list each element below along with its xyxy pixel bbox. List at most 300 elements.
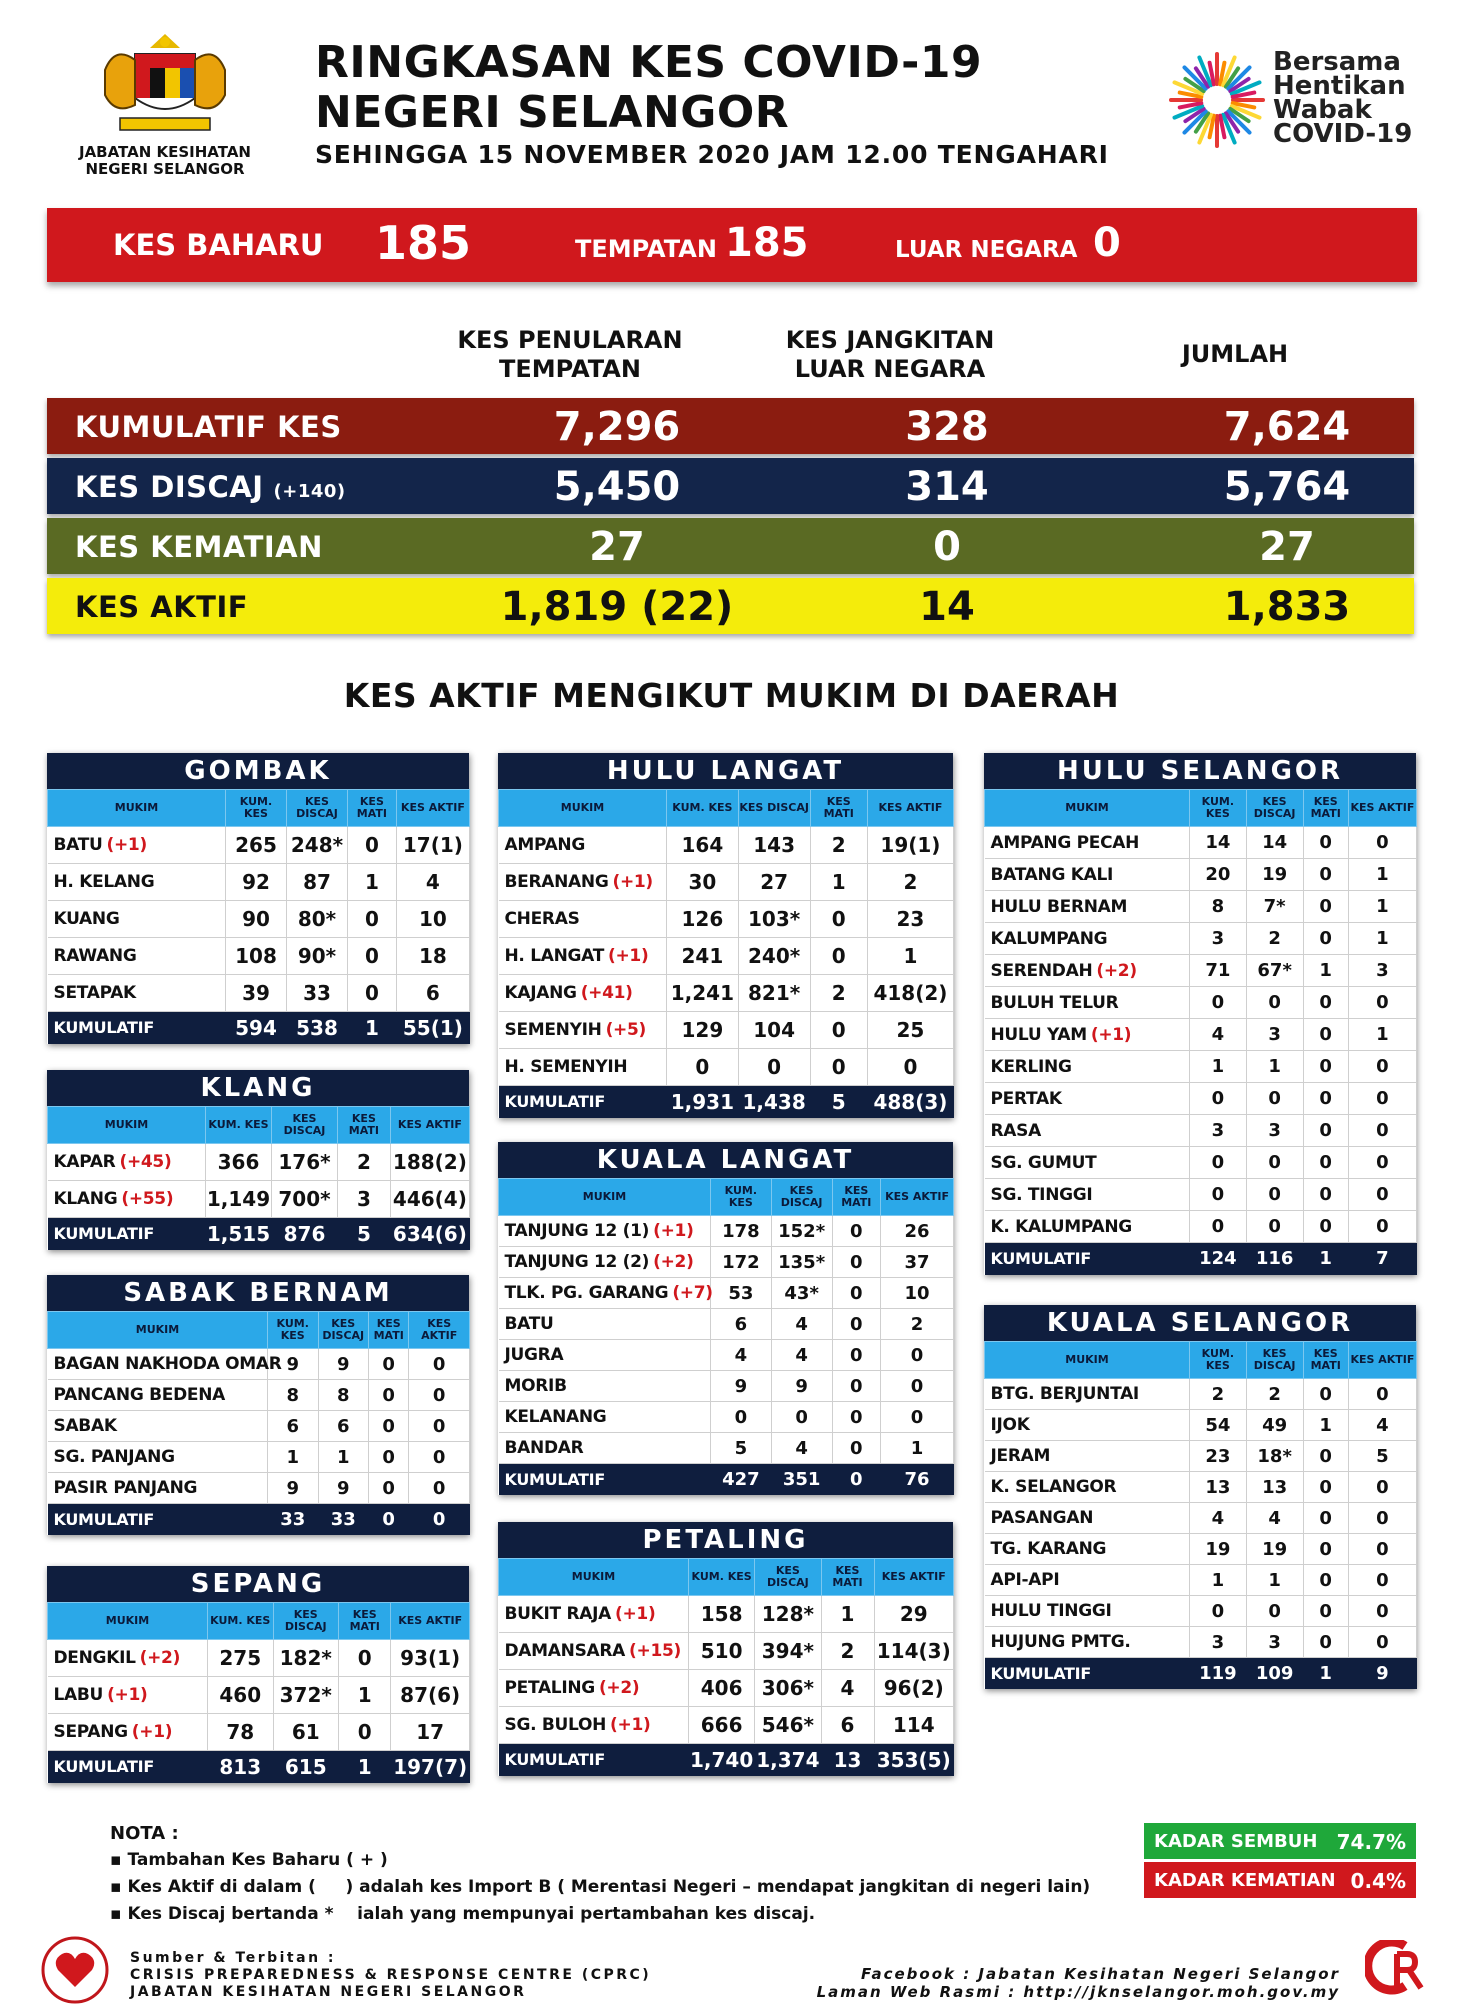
mukim-cell xyxy=(48,864,226,901)
column-header: KES MATI xyxy=(1303,790,1348,827)
col-head-jumlah: JUMLAH xyxy=(1181,340,1289,368)
column-header: KUM. KES xyxy=(1190,1342,1247,1379)
mukim-cell xyxy=(48,1218,206,1250)
column-header: KES MATI xyxy=(810,790,867,827)
district-title: SABAK BERNAM xyxy=(47,1275,469,1311)
mati-cell: 0 xyxy=(369,1473,409,1504)
discaj-cell: 13 xyxy=(1246,1472,1303,1503)
kum-cell: 30 xyxy=(667,864,739,901)
mati-cell: 0 xyxy=(1303,1147,1348,1179)
mukim-name: LABU xyxy=(53,1685,104,1705)
mati-cell: 0 xyxy=(832,1340,881,1371)
discaj-cell: 90* xyxy=(287,938,348,975)
mukim-cell xyxy=(985,1115,1190,1147)
kum-cell: 0 xyxy=(1190,987,1247,1019)
column-header: KES AKTIF xyxy=(874,1559,954,1596)
mukim-cell xyxy=(48,1380,268,1411)
table-row xyxy=(985,1627,1417,1658)
table-row xyxy=(499,1433,954,1464)
mati-cell: 0 xyxy=(832,1402,881,1433)
discaj-cell: 821* xyxy=(738,975,810,1012)
kum-cell: 366 xyxy=(206,1144,272,1181)
aktif-cell: 7 xyxy=(1348,1243,1416,1275)
discaj-cell: 351 xyxy=(771,1464,832,1495)
column-header: MUKIM xyxy=(499,790,667,827)
page-title xyxy=(315,38,982,138)
mukim-name: K. KALUMPANG xyxy=(990,1216,1132,1237)
aktif-cell: 0 xyxy=(1348,1115,1416,1147)
kum-cell: 3 xyxy=(1190,1115,1247,1147)
mati-cell: 0 xyxy=(1303,1565,1348,1596)
column-header: KUM. KES xyxy=(711,1179,772,1216)
table-row xyxy=(985,1051,1417,1083)
mati-cell: 1 xyxy=(348,864,397,901)
kum-cell: 1 xyxy=(1190,1565,1247,1596)
aktif-cell: 446(4) xyxy=(390,1181,469,1218)
mati-cell: 5 xyxy=(338,1218,391,1250)
campaign-text xyxy=(1273,47,1413,149)
discaj-cell: 306* xyxy=(755,1670,821,1707)
kum-cell: 1,740 xyxy=(689,1744,755,1776)
mukim-cell xyxy=(48,1012,226,1044)
aktif-cell: 418(2) xyxy=(867,975,953,1012)
note-item xyxy=(110,1874,1090,1901)
mati-cell: 0 xyxy=(1303,1019,1348,1051)
kum-cell: 2 xyxy=(1190,1379,1247,1410)
kum-cell: 8 xyxy=(1190,891,1247,923)
mukim-cell xyxy=(48,975,226,1012)
discaj-cell: 49 xyxy=(1246,1410,1303,1441)
mukim-cell xyxy=(48,1751,208,1783)
district-title: PETALING xyxy=(498,1522,953,1558)
column-header: KES MATI xyxy=(821,1559,874,1596)
mati-cell: 1 xyxy=(1303,1243,1348,1275)
kum-cell: 14 xyxy=(1190,827,1247,859)
kum-cell: 0 xyxy=(1190,1147,1247,1179)
mati-cell: 3 xyxy=(338,1181,391,1218)
mukim-cell xyxy=(48,938,226,975)
cprc-logo xyxy=(1365,1940,1431,2006)
district-panel-sabak xyxy=(47,1275,469,1535)
discaj-cell: 9 xyxy=(318,1349,369,1380)
mukim-cell xyxy=(499,1433,711,1464)
mukim-name: KUMULATIF xyxy=(53,1018,154,1037)
table-row xyxy=(985,827,1417,859)
column-header: KUM. KES xyxy=(206,1107,272,1144)
table-row xyxy=(985,955,1417,987)
kum-cell: 666 xyxy=(689,1707,755,1744)
discaj-cell: 0 xyxy=(1246,987,1303,1019)
discaj-cell: 615 xyxy=(273,1751,339,1783)
mukim-name: KUMULATIF xyxy=(53,1224,154,1243)
table-row xyxy=(499,1247,954,1278)
discaj-cell: 176* xyxy=(272,1144,338,1181)
mukim-name: KERLING xyxy=(990,1056,1072,1077)
aktif-cell: 0 xyxy=(1348,1179,1416,1211)
kum-cell: 5 xyxy=(711,1433,772,1464)
heart-seal-icon xyxy=(40,1935,110,2005)
mukim-cell xyxy=(985,1441,1190,1472)
mukim-name: BATU xyxy=(504,1314,554,1334)
discaj-cell: 876 xyxy=(272,1218,338,1250)
district-panel-gombak xyxy=(47,753,469,1044)
table-row xyxy=(985,1410,1417,1441)
summary-label-extra: (+140) xyxy=(273,481,346,502)
discaj-cell: 3 xyxy=(1246,1019,1303,1051)
kum-cell: 178 xyxy=(711,1216,772,1247)
mati-cell: 5 xyxy=(810,1086,867,1118)
discaj-cell: 182* xyxy=(273,1640,339,1677)
mukim-name: SG. TINGGI xyxy=(990,1184,1093,1205)
new-cases-increment: (+1) xyxy=(615,1604,656,1624)
mati-cell: 0 xyxy=(810,1012,867,1049)
mukim-cell xyxy=(499,1086,667,1118)
table-row xyxy=(499,1012,954,1049)
district-title: HULU LANGAT xyxy=(498,753,953,789)
kum-cell: 1,931 xyxy=(667,1086,739,1118)
aktif-cell: 96(2) xyxy=(874,1670,954,1707)
column-header: KES DISCAJ xyxy=(287,790,348,827)
district-table xyxy=(47,789,470,1044)
mukim-name: SERENDAH xyxy=(990,960,1093,981)
mukim-name: TANJUNG 12 (1) xyxy=(504,1221,650,1241)
table-row xyxy=(985,859,1417,891)
discaj-cell: 1,438 xyxy=(738,1086,810,1118)
title-line-2: NEGERI SELANGOR xyxy=(315,87,790,138)
aktif-cell: 353(5) xyxy=(874,1744,954,1776)
aktif-cell: 0 xyxy=(1348,1211,1416,1243)
mukim-cell xyxy=(499,1670,689,1707)
district-table xyxy=(984,1341,1417,1689)
cumulative-row xyxy=(48,1504,470,1535)
summary-label-text: KES DISCAJ xyxy=(75,470,264,504)
kum-cell: 172 xyxy=(711,1247,772,1278)
district-panel-sepang xyxy=(47,1566,469,1783)
mati-cell: 0 xyxy=(1303,1472,1348,1503)
kum-cell: 241 xyxy=(667,938,739,975)
note-text: Kes Aktif di dalam ( ) adalah kes Import B ( Merentasi Negeri – mendapat jangkitan di negeri lain) xyxy=(127,1877,1091,1897)
page-subtitle: SEHINGGA 15 NOVEMBER 2020 JAM 12.00 TENGAHARI xyxy=(315,140,1109,169)
mukim-name: JUGRA xyxy=(504,1345,564,1365)
summary-label-text: KES AKTIF xyxy=(75,590,249,624)
cumulative-row xyxy=(48,1751,470,1783)
kum-cell: 4 xyxy=(1190,1019,1247,1051)
notes-title: NOTA : xyxy=(110,1823,179,1844)
discaj-cell: 9 xyxy=(771,1371,832,1402)
mukim-name: TG. KARANG xyxy=(990,1539,1107,1559)
mukim-cell xyxy=(48,1411,268,1442)
mukim-name: BTG. BERJUNTAI xyxy=(990,1384,1139,1404)
kum-cell: 108 xyxy=(226,938,287,975)
discaj-cell: 248* xyxy=(287,827,348,864)
cumulative-row xyxy=(985,1243,1417,1275)
mukim-name: HUJUNG PMTG. xyxy=(990,1632,1131,1652)
table-row xyxy=(48,1442,470,1473)
mukim-name: KLANG xyxy=(53,1189,118,1209)
mati-cell: 0 xyxy=(348,827,397,864)
table-row xyxy=(499,1707,954,1744)
discaj-cell: 372* xyxy=(273,1677,339,1714)
mukim-name: KUMULATIF xyxy=(53,1509,154,1529)
mukim-cell xyxy=(48,1714,208,1751)
column-header: KES AKTIF xyxy=(396,790,469,827)
aktif-cell: 0 xyxy=(1348,987,1416,1019)
mukim-cell xyxy=(499,1216,711,1247)
luar-negara-value: 0 xyxy=(1093,220,1121,266)
mukim-cell xyxy=(985,1379,1190,1410)
mukim-name: SEPANG xyxy=(53,1722,128,1742)
mukim-name: IJOK xyxy=(990,1415,1030,1435)
kum-cell: 265 xyxy=(226,827,287,864)
kum-cell: 90 xyxy=(226,901,287,938)
summary-value: 7,296 xyxy=(553,404,681,450)
mukim-cell xyxy=(48,1640,208,1677)
cumulative-row xyxy=(985,1658,1417,1689)
district-title: GOMBAK xyxy=(47,753,469,789)
summary-value: 0 xyxy=(933,524,961,570)
kum-cell: 13 xyxy=(1190,1472,1247,1503)
discaj-cell: 135* xyxy=(771,1247,832,1278)
table-row xyxy=(985,1179,1417,1211)
column-header: KES MATI xyxy=(832,1179,881,1216)
kum-cell: 0 xyxy=(1190,1211,1247,1243)
mati-cell: 0 xyxy=(369,1349,409,1380)
mati-cell: 0 xyxy=(1303,1534,1348,1565)
discaj-cell: 33 xyxy=(318,1504,369,1535)
discaj-cell: 0 xyxy=(1246,1211,1303,1243)
mukim-name: TANJUNG 12 (2) xyxy=(504,1252,650,1272)
mukim-name: PANCANG BEDENA xyxy=(53,1385,225,1405)
district-title: KUALA LANGAT xyxy=(498,1142,953,1178)
column-header: MUKIM xyxy=(48,1107,206,1144)
mati-cell: 0 xyxy=(1303,859,1348,891)
new-cases-increment: (+5) xyxy=(605,1020,646,1040)
mukim-cell xyxy=(985,859,1190,891)
discaj-cell: 67* xyxy=(1246,955,1303,987)
discaj-cell: 1 xyxy=(1246,1051,1303,1083)
aktif-cell: 0 xyxy=(881,1371,954,1402)
mukim-cell xyxy=(48,1349,282,1380)
aktif-cell: 114 xyxy=(874,1707,954,1744)
mati-cell: 0 xyxy=(832,1247,881,1278)
mukim-cell xyxy=(985,1051,1190,1083)
mukim-name: KUMULATIF xyxy=(990,1249,1091,1268)
discaj-cell: 3 xyxy=(1246,1627,1303,1658)
kes-baharu-value: 185 xyxy=(375,216,472,270)
col-head-luar: KES JANGKITAN LUAR NEGARA xyxy=(785,326,995,383)
discaj-cell: 18* xyxy=(1246,1441,1303,1472)
aktif-cell: 0 xyxy=(1348,1379,1416,1410)
aktif-cell: 0 xyxy=(409,1473,470,1504)
discaj-cell: 2 xyxy=(1246,1379,1303,1410)
mukim-cell xyxy=(48,827,226,864)
mati-cell: 0 xyxy=(1303,1179,1348,1211)
new-cases-increment: (+15) xyxy=(629,1641,681,1661)
discaj-cell: 103* xyxy=(738,901,810,938)
mati-cell: 0 xyxy=(1303,987,1348,1019)
discaj-cell: 116 xyxy=(1246,1243,1303,1275)
mukim-name: KUMULATIF xyxy=(504,1750,605,1769)
aktif-cell: 10 xyxy=(396,901,469,938)
mati-cell: 0 xyxy=(348,975,397,1012)
mukim-name: TLK. PG. GARANG xyxy=(504,1283,669,1303)
kum-cell: 33 xyxy=(268,1504,319,1535)
column-header: MUKIM xyxy=(985,1342,1190,1379)
contact-block xyxy=(810,1965,1340,2001)
mukim-cell xyxy=(985,1179,1190,1211)
district-panel-petaling xyxy=(498,1522,953,1776)
mukim-cell xyxy=(48,1442,268,1473)
mati-cell: 1 xyxy=(1303,955,1348,987)
table-row xyxy=(499,1216,954,1247)
column-header: KUM. KES xyxy=(226,790,287,827)
mukim-cell xyxy=(985,923,1190,955)
district-table xyxy=(47,1311,470,1535)
column-header: KES AKTIF xyxy=(867,790,953,827)
website-link[interactable]: Laman Web Rasmi : http://jknselangor.moh.gov.my xyxy=(816,1983,1340,2001)
mukim-name: SG. BULOH xyxy=(504,1715,607,1735)
aktif-cell: 0 xyxy=(1348,827,1416,859)
table-row xyxy=(48,1714,470,1751)
mukim-name: RAWANG xyxy=(53,946,137,966)
mati-cell: 0 xyxy=(1303,1379,1348,1410)
district-title: SEPANG xyxy=(47,1566,469,1602)
aktif-cell: 0 xyxy=(1348,1565,1416,1596)
new-cases-increment: (+1) xyxy=(653,1221,694,1241)
summary-value: 1,819 (22) xyxy=(500,584,734,630)
aktif-cell: 0 xyxy=(409,1349,470,1380)
mukim-cell xyxy=(985,1083,1190,1115)
district-title: KLANG xyxy=(47,1070,469,1106)
mukim-cell xyxy=(985,955,1190,987)
ministry-logo xyxy=(40,1935,110,2009)
mukim-cell xyxy=(499,1633,689,1670)
kum-cell: 126 xyxy=(667,901,739,938)
mukim-name: AMPANG PECAH xyxy=(990,832,1140,853)
mukim-cell xyxy=(985,1410,1190,1441)
kum-cell: 129 xyxy=(667,1012,739,1049)
bullet-icon: ▪ xyxy=(110,1904,128,1924)
kum-cell: 164 xyxy=(667,827,739,864)
mati-cell: 0 xyxy=(369,1411,409,1442)
summary-value: 328 xyxy=(905,404,989,450)
mukim-name: BULUH TELUR xyxy=(990,992,1119,1013)
summary-value: 7,624 xyxy=(1223,404,1351,450)
mati-cell: 0 xyxy=(339,1714,391,1751)
table-row xyxy=(985,923,1417,955)
source-title: Sumber & Terbitan : xyxy=(130,1950,337,1966)
table-row xyxy=(499,1371,954,1402)
mukim-cell xyxy=(985,1019,1190,1051)
column-header: KES DISCAJ xyxy=(272,1107,338,1144)
kum-cell: 0 xyxy=(1190,1083,1247,1115)
column-header: KES DISCAJ xyxy=(771,1179,832,1216)
new-cases-increment: (+1) xyxy=(612,872,653,892)
discaj-cell: 0 xyxy=(1246,1179,1303,1211)
column-header: MUKIM xyxy=(48,1603,208,1640)
aktif-cell: 4 xyxy=(1348,1410,1416,1441)
mukim-cell xyxy=(985,1243,1190,1275)
mukim-name: HULU YAM xyxy=(990,1024,1087,1045)
kum-cell: 813 xyxy=(208,1751,274,1783)
mukim-name: SETAPAK xyxy=(53,983,136,1003)
state-crest xyxy=(70,30,260,180)
aktif-cell: 0 xyxy=(409,1504,470,1535)
kum-cell: 6 xyxy=(268,1411,319,1442)
new-cases-increment: (+2) xyxy=(1096,960,1137,981)
mati-cell: 2 xyxy=(810,975,867,1012)
mukim-cell xyxy=(48,1473,268,1504)
mati-cell: 0 xyxy=(1303,891,1348,923)
new-cases-increment: (+2) xyxy=(139,1648,181,1668)
facebook-link[interactable]: Facebook : Jabatan Kesihatan Negeri Selangor xyxy=(860,1965,1340,1983)
aktif-cell: 29 xyxy=(874,1596,954,1633)
mukim-name: H. KELANG xyxy=(53,872,155,892)
discaj-cell: 143 xyxy=(738,827,810,864)
aktif-cell: 1 xyxy=(1348,891,1416,923)
table-row xyxy=(499,1670,954,1707)
column-header: MUKIM xyxy=(48,1312,268,1349)
mati-cell: 0 xyxy=(339,1640,391,1677)
discaj-cell: 19 xyxy=(1246,859,1303,891)
aktif-cell: 0 xyxy=(881,1402,954,1433)
cumulative-row xyxy=(48,1012,470,1044)
summary-row-label xyxy=(75,410,342,444)
aktif-cell: 0 xyxy=(1348,1627,1416,1658)
kum-cell: 20 xyxy=(1190,859,1247,891)
mati-cell: 0 xyxy=(810,938,867,975)
discaj-cell: 0 xyxy=(1246,1596,1303,1627)
discaj-cell: 0 xyxy=(771,1402,832,1433)
mukim-name: KUMULATIF xyxy=(504,1092,605,1111)
discaj-cell: 394* xyxy=(755,1633,821,1670)
summary-row-label xyxy=(75,530,323,564)
mukim-name: API-API xyxy=(990,1570,1060,1590)
column-header: KUM. KES xyxy=(689,1559,755,1596)
column-header: KES DISCAJ xyxy=(1246,790,1303,827)
district-table xyxy=(984,789,1417,1275)
mukim-cell xyxy=(985,1534,1190,1565)
mati-cell: 13 xyxy=(821,1744,874,1776)
aktif-cell: 87(6) xyxy=(391,1677,470,1714)
summary-row xyxy=(47,458,1414,514)
discaj-cell: 152* xyxy=(771,1216,832,1247)
district-panel-kualalangat xyxy=(498,1142,953,1495)
kum-cell: 78 xyxy=(208,1714,274,1751)
district-table xyxy=(498,1558,954,1776)
table-row xyxy=(48,938,470,975)
aktif-cell: 1 xyxy=(1348,1019,1416,1051)
mati-cell: 1 xyxy=(339,1677,391,1714)
aktif-cell: 3 xyxy=(1348,955,1416,987)
discaj-cell: 0 xyxy=(1246,1147,1303,1179)
mati-cell: 0 xyxy=(832,1371,881,1402)
mati-cell: 0 xyxy=(369,1380,409,1411)
table-row xyxy=(48,1181,470,1218)
mukim-cell xyxy=(499,1371,711,1402)
mukim-name: PASANGAN xyxy=(990,1508,1094,1528)
column-header: KES AKTIF xyxy=(881,1179,954,1216)
cprc-icon xyxy=(1365,1940,1431,2002)
column-header: KES MATI xyxy=(338,1107,391,1144)
mati-cell: 2 xyxy=(821,1633,874,1670)
mukim-cell xyxy=(985,1147,1190,1179)
discaj-cell: 4 xyxy=(771,1433,832,1464)
new-cases-increment: (+2) xyxy=(653,1252,694,1272)
mukim-name: CHERAS xyxy=(504,909,580,929)
mukim-name: BERANANG xyxy=(504,872,609,892)
column-header: KUM. KES xyxy=(667,790,739,827)
